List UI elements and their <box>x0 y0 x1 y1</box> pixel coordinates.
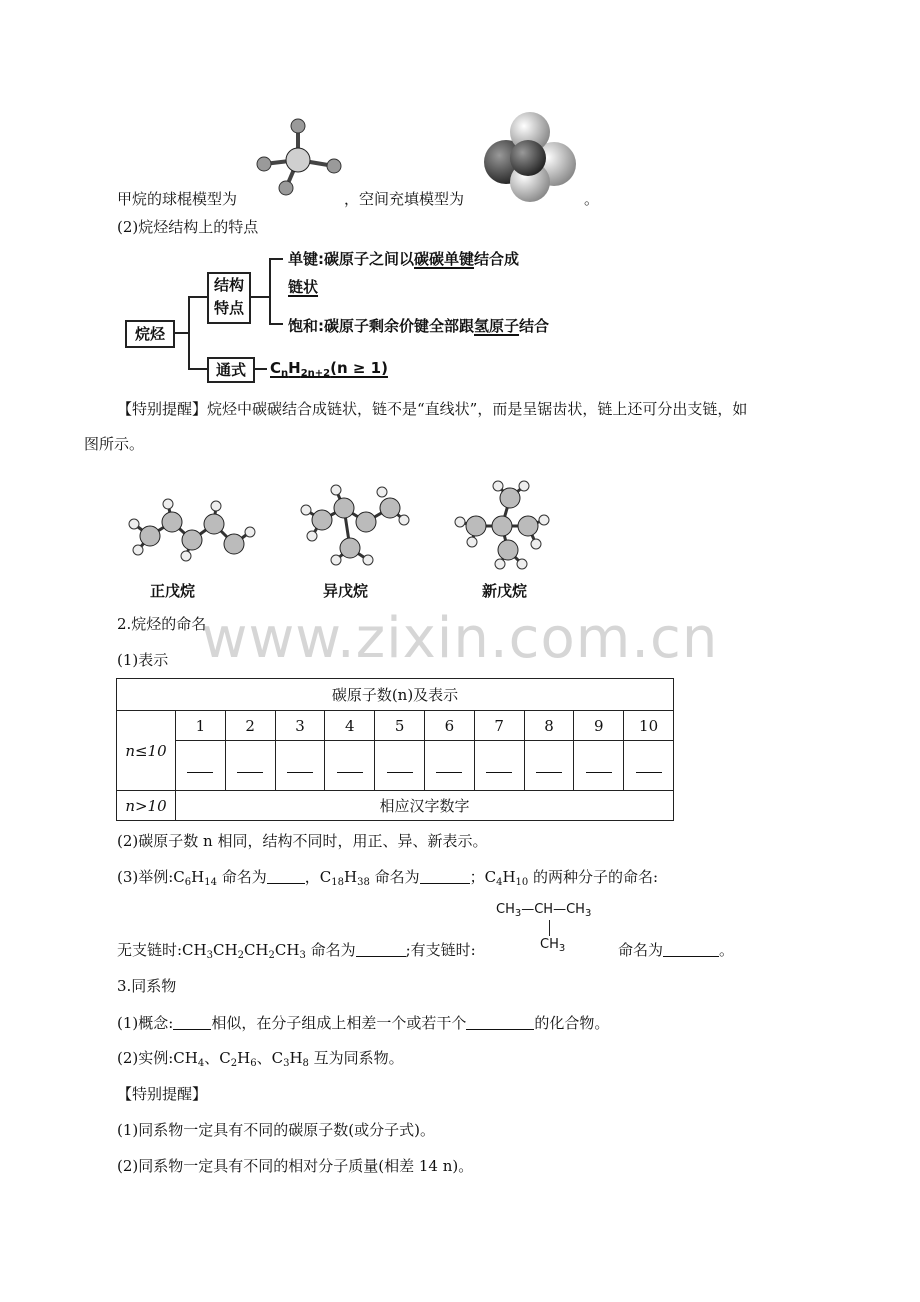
methane-line <box>117 189 237 209</box>
table-number: 4 <box>325 711 375 741</box>
table-number: 10 <box>624 711 674 741</box>
saturated-line: 饱和:碳原子剩余价键全部跟氢原子结合 <box>288 317 550 335</box>
table-number: 2 <box>225 711 275 741</box>
answer-blank[interactable] <box>225 741 275 791</box>
general-formula-box: 通式 <box>207 357 255 383</box>
table-number: 7 <box>474 711 524 741</box>
answer-blank[interactable] <box>173 1015 211 1030</box>
table-number: 8 <box>524 711 574 741</box>
answer-blank[interactable] <box>574 741 624 791</box>
table-number: 1 <box>176 711 226 741</box>
row-label-gt10: n>10 <box>117 791 176 821</box>
answer-blank[interactable] <box>524 741 574 791</box>
table-number: 6 <box>424 711 474 741</box>
isobutane-branch: $CH_3$ <box>540 937 566 954</box>
answer-cc-single-bond: 碳碳单键 <box>414 250 475 268</box>
answer-blank[interactable] <box>356 942 406 957</box>
homolog-heading: 3.同系物 <box>117 977 177 995</box>
answer-blank[interactable] <box>474 741 524 791</box>
n-pentane-model <box>122 488 262 568</box>
isobutane-structure: $CH_3—CH—CH_3$ <box>496 902 592 919</box>
n-pentane-label: 正戊烷 <box>150 582 196 600</box>
example-line: (3)举例$:C_6H_{14}$ 命名为 ，$C_{18}H_{38}$ 命名为 ；$C_4H_{10}$ 的两种分子的命名: <box>117 868 659 888</box>
section-2-heading: (2)烷烃结构上的特点 <box>117 218 259 236</box>
answer-blank[interactable] <box>466 1015 534 1030</box>
answer-blank[interactable] <box>375 741 425 791</box>
general-formula: $C_nH_{2n+2}(n \ge 1)$ <box>270 359 388 379</box>
answer-blank[interactable] <box>267 869 305 884</box>
watermark: www.zixin.com.cn <box>201 606 719 671</box>
table-number: 9 <box>574 711 624 741</box>
table-title: 碳原子数(n)及表示 <box>117 679 674 711</box>
isopentane-label: 异戊烷 <box>323 582 369 600</box>
note-2-heading: 【特别提醒】 <box>117 1085 208 1103</box>
structure-feature-box: 结构特点 <box>207 272 251 324</box>
carbon-count-table <box>116 678 674 821</box>
alkane-box: 烷烃 <box>125 320 175 348</box>
note-2-item: (1)同系物一定具有不同的碳原子数(或分子式)。 <box>117 1121 435 1139</box>
note-1-line1: 【特别提醒】烷烃中碳碳结合成链状，链不是“直线状”，而是呈锯齿状，链上还可分出支链，如 <box>117 400 748 418</box>
methane-ball-stick-model <box>252 116 344 200</box>
table-number: 5 <box>375 711 425 741</box>
row-label-le10: n≤10 <box>117 711 176 791</box>
representation-heading: (1)表示 <box>117 651 169 669</box>
answer-blank[interactable] <box>325 741 375 791</box>
methane-text-b: ，空间充填模型为 <box>344 190 465 208</box>
single-bond-line: 单键:碳原子之间以碳碳单键结合成 <box>288 250 520 268</box>
table-number: 3 <box>275 711 325 741</box>
answer-blank[interactable] <box>420 869 470 884</box>
neopentane-label: 新戊烷 <box>482 582 528 600</box>
answer-blank[interactable] <box>663 942 719 957</box>
answer-blank[interactable] <box>275 741 325 791</box>
isopentane-model <box>296 480 416 572</box>
branch-line-end: 命名为 。 <box>618 941 735 959</box>
methane-text-a: 甲烷的球棍模型为 <box>117 190 238 208</box>
answer-blank[interactable] <box>424 741 474 791</box>
concept-line: (1)概念: 相似，在分子组成上相差一个或若干个 的化合物。 <box>117 1014 610 1032</box>
answer-blank[interactable] <box>176 741 226 791</box>
answer-hydrogen-atom: 氢原子 <box>474 317 520 335</box>
methane-text-c: 。 <box>584 190 600 208</box>
instance-line: (2)实例$:CH_4$、$C_2H_6$、$C_3H_8$ 互为同系物。 <box>117 1049 404 1069</box>
branch-line: 无支链时$:CH_3CH_2CH_2CH_3$ 命名为 ;有支链时: <box>117 941 476 961</box>
note-1-line2: 图所示。 <box>84 435 145 453</box>
naming-heading: 2.烷烃的命名 <box>117 615 207 633</box>
note-2-item: (2)同系物一定具有不同的相对分子质量(相差 14 n)。 <box>117 1157 474 1175</box>
answer-blank[interactable] <box>624 741 674 791</box>
neopentane-model <box>450 476 554 572</box>
methane-space-filling-model <box>480 108 580 204</box>
row-gt10-value: 相应汉字数字 <box>176 791 674 821</box>
naming-point-2: (2)碳原子数 n 相同，结构不同时，用正、异、新表示。 <box>117 832 488 850</box>
answer-chain: 链状 <box>288 278 319 296</box>
